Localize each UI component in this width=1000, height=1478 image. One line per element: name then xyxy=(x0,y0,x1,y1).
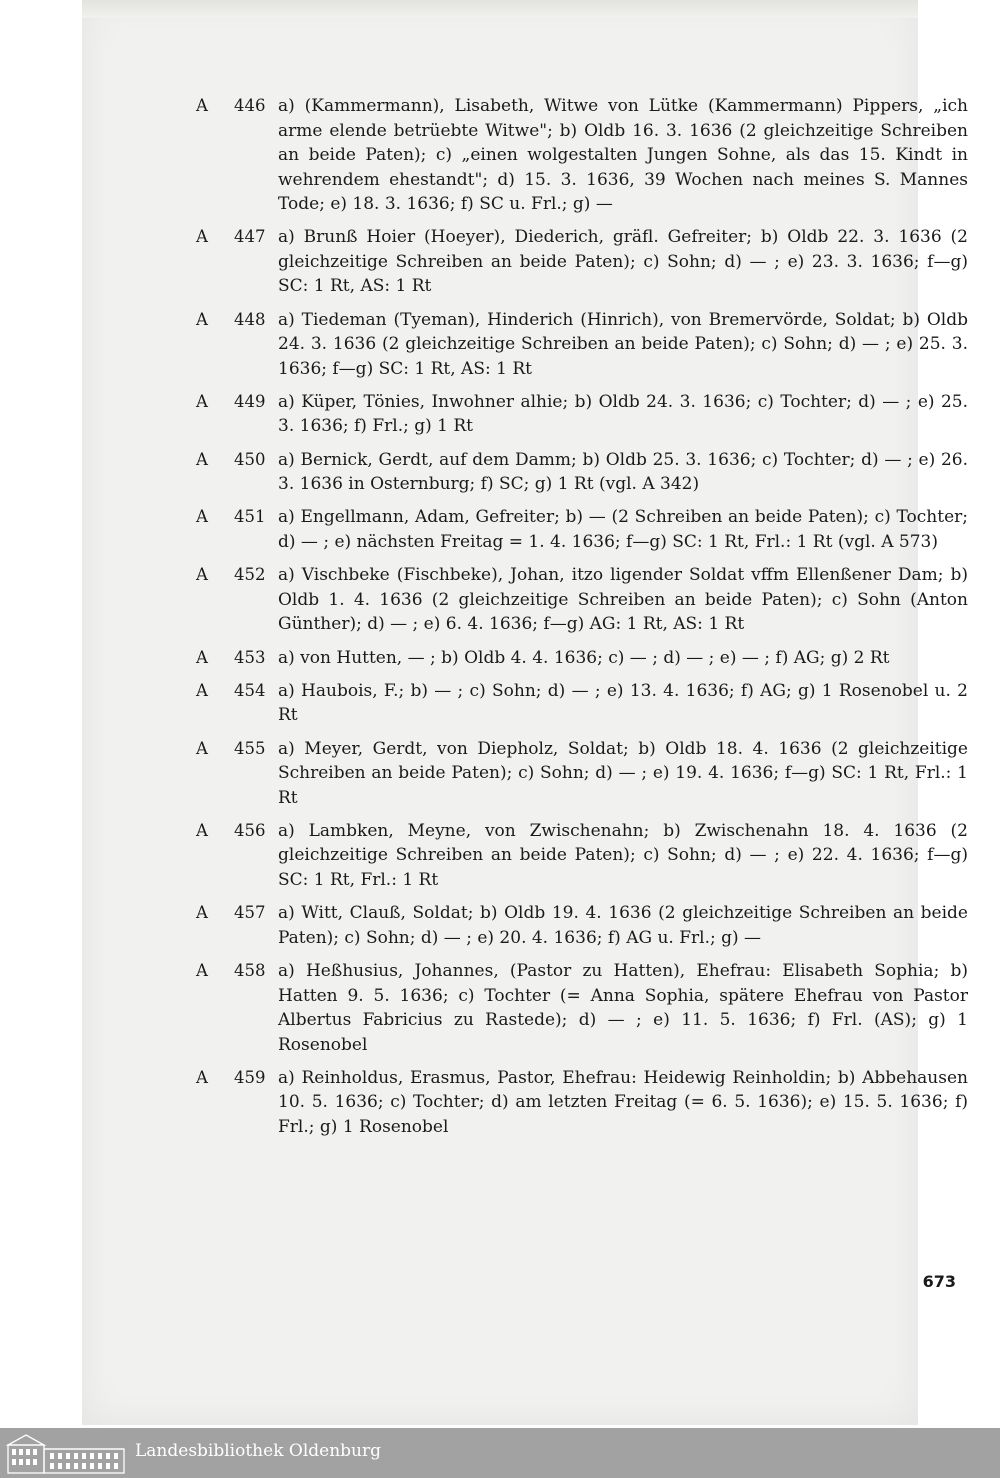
page-number: 673 xyxy=(922,1272,956,1291)
library-name: Landesbibliothek Oldenburg xyxy=(135,1441,382,1461)
entry-row xyxy=(196,901,968,950)
entry-number: 452 xyxy=(234,565,266,585)
entry-list xyxy=(196,94,968,1148)
entry-text: a) Tiedeman (Tyeman), Hinderich (Hinrich), von Bremervörde, Soldat; b) Oldb 24. 3. 1636 (2 gleichzeitige Schreiben an beide Paten); c) Sohn; d) — ; e) 25. 3. 1636; f—g) SC: 1 Rt, AS: 1 Rt xyxy=(278,309,968,379)
entry-row xyxy=(196,390,968,439)
entry-letter: A xyxy=(196,903,208,923)
entry-row xyxy=(196,1066,968,1140)
entry-number: 455 xyxy=(234,738,266,758)
entry-id xyxy=(196,819,278,844)
entry-letter: A xyxy=(196,96,208,115)
entry-id xyxy=(196,1066,278,1091)
footer-bar xyxy=(0,1428,1000,1478)
entry-letter: A xyxy=(196,507,208,527)
entry-text: a) Meyer, Gerdt, von Diepholz, Soldat; b) Oldb 18. 4. 1636 (2 gleichzeitige Schreiben an beide Paten); c) Sohn; d) — ; e) 19. 4. 1636; f—g) SC: 1 Rt, Frl.: 1 Rt xyxy=(278,738,968,808)
entry-number: 448 xyxy=(234,309,266,329)
entry-row xyxy=(196,679,968,728)
entry-number: 458 xyxy=(234,961,266,981)
entry-id xyxy=(196,390,278,415)
entry-id xyxy=(196,737,278,762)
entry-row xyxy=(196,505,968,554)
entry-number: 453 xyxy=(234,647,266,667)
entry-letter: A xyxy=(196,391,208,411)
entry-id xyxy=(196,959,278,984)
entry-row xyxy=(196,308,968,382)
entry-id xyxy=(196,646,278,671)
book-page xyxy=(82,0,968,1425)
entry-id xyxy=(196,225,278,250)
entry-letter: A xyxy=(196,647,208,667)
entry-text: a) Lambken, Meyne, von Zwischenahn; b) Zwischenahn 18. 4. 1636 (2 gleichzeitige Schreiben an beide Paten); c) Sohn; d) — ; e) 22. 4. 1636; f—g) SC: 1 Rt, Frl.: 1 Rt xyxy=(278,820,968,890)
entry-text: a) Bernick, Gerdt, auf dem Damm; b) Oldb 25. 3. 1636; c) Tochter; d) — ; e) 26. 3. 1636 in Osternburg; f) SC; g) 1 Rt (vgl. A 342) xyxy=(278,449,968,495)
entry-row xyxy=(196,737,968,811)
entry-id xyxy=(196,308,278,333)
entry-row xyxy=(196,94,968,217)
entry-text: a) Haubois, F.; b) — ; c) Sohn; d) — ; e) 13. 4. 1636; f) AG; g) 1 Rosenobel u. 2 Rt xyxy=(278,680,968,726)
entry-number: 454 xyxy=(234,680,266,700)
entry-number: 450 xyxy=(234,449,266,469)
entry-letter: A xyxy=(196,961,208,981)
entry-number: 451 xyxy=(234,507,266,527)
entry-row xyxy=(196,225,968,299)
entry-text: a) Küper, Tönies, Inwohner alhie; b) Oldb 24. 3. 1636; c) Tochter; d) — ; e) 25. 3. 1636; f) Frl.; g) 1 Rt xyxy=(278,391,968,437)
entry-row xyxy=(196,959,968,1057)
entry-letter: A xyxy=(196,227,208,247)
entry-number: 457 xyxy=(234,903,266,923)
entry-text: a) Engellmann, Adam, Gefreiter; b) — (2 Schreiben an beide Paten); c) Tochter; d) — ; e) nächsten Freitag = 1. 4. 1636; f—g) SC: 1 Rt, Frl.: 1 Rt (vgl. A 573) xyxy=(278,507,968,552)
entry-text: a) von Hutten, — ; b) Oldb 4. 4. 1636; c) — ; d) — ; e) — ; f) AG; g) 2 Rt xyxy=(278,647,890,668)
library-building-icon xyxy=(6,1431,126,1475)
entry-text: a) Reinholdus, Erasmus, Pastor, Ehefrau: Heidewig Reinholdin; b) Abbehausen 10. 5. 1636; c) Tochter; d) am letzten Freitag (= 6. 5. 1636); e) 15. 5. 1636; f) Frl.; g) 1 Rosenobel xyxy=(278,1067,968,1137)
entry-id xyxy=(196,448,278,473)
entry-row xyxy=(196,819,968,893)
entry-number: 456 xyxy=(234,820,266,840)
entry-letter: A xyxy=(196,1067,208,1087)
entry-letter: A xyxy=(196,738,208,758)
entry-row xyxy=(196,448,968,497)
entry-number: 447 xyxy=(234,227,266,247)
entry-id xyxy=(196,901,278,926)
entry-letter: A xyxy=(196,680,208,700)
entry-letter: A xyxy=(196,449,208,469)
entry-id xyxy=(196,563,278,588)
entry-id xyxy=(196,679,278,704)
entry-text: a) Heßhusius, Johannes, (Pastor zu Hatten), Ehefrau: Elisabeth Sophia; b) Hatten 9. 5. 1636; c) Tochter (= Anna Sophia, spätere Ehefrau von Pastor Albertus Fabricius zu Rastede); d) — ; e) 11. 5. 1636; f) Frl. (AS); g) 1 Rosenobel xyxy=(278,961,968,1055)
entry-id xyxy=(196,505,278,530)
entry-number: 446 xyxy=(234,96,266,115)
entry-number: 449 xyxy=(234,391,266,411)
entry-letter: A xyxy=(196,565,208,585)
entry-row xyxy=(196,563,968,637)
entry-letter: A xyxy=(196,820,208,840)
entry-text: a) Brunß Hoier (Hoeyer), Diederich, gräfl. Gefreiter; b) Oldb 22. 3. 1636 (2 gleichzeitige Schreiben an beide Paten); c) Sohn; d) — ; e) 23. 3. 1636; f—g) SC: 1 Rt, AS: 1 Rt xyxy=(278,227,968,297)
entry-number: 459 xyxy=(234,1067,266,1087)
entry-text: a) Vischbeke (Fischbeke), Johan, itzo ligender Soldat vffm Ellenßener Dam; b) Oldb 1. 4. 1636 (2 gleichzeitige Schreiben an beide Paten); c) Sohn (Anton Günther); d) — ; e) 6. 4. 1636; f—g) AG: 1 Rt, AS: 1 Rt xyxy=(278,565,968,635)
entry-text: a) (Kammermann), Lisabeth, Witwe von Lütke (Kammermann) Pippers, „ich arme elende betrüebte Witwe"; b) Oldb 16. 3. 1636 (2 gleichzeitige Schreiben an beide Paten); c) „einen wolgestalten Jungen Sohne, als das 15. Kindt in wehrendem ehestandt"; d) 15. 3. 1636, 39 Wochen nach meines S. Mannes Tode; e) 18. 3. 1636; f) SC u. Frl.; g) — xyxy=(278,96,968,214)
entry-id xyxy=(196,94,278,119)
entry-text: a) Witt, Clauß, Soldat; b) Oldb 19. 4. 1636 (2 gleichzeitige Schreiben an beide Paten); c) Sohn; d) — ; e) 20. 4. 1636; f) AG u. Frl.; g) — xyxy=(278,903,968,948)
entry-letter: A xyxy=(196,309,208,329)
entry-row xyxy=(196,646,968,671)
